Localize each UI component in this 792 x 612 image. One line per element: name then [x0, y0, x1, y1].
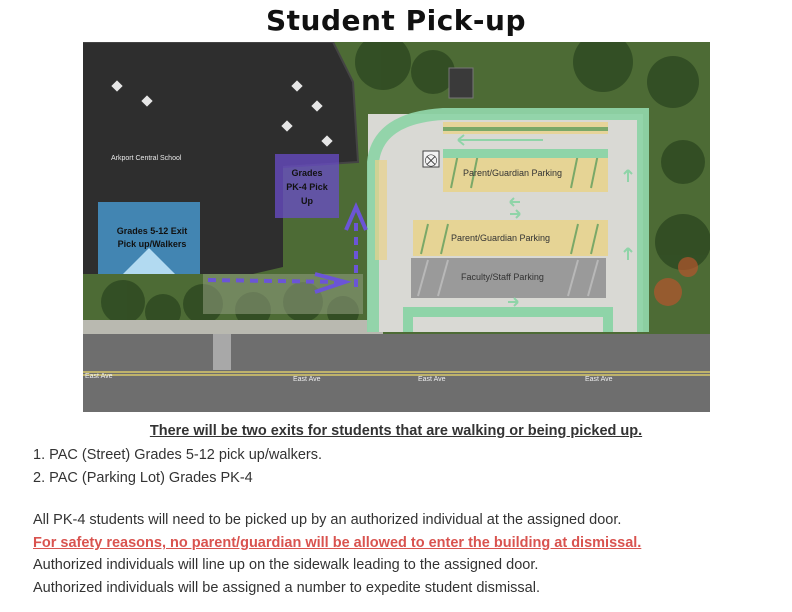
number-paragraph: Authorized individuals will be assigned a number to expedite student dismissal. [33, 580, 540, 596]
exit-heading: There will be two exits for students that are walking or being picked up. [149, 423, 643, 439]
parent-parking-upper-label: Parent/Guardian Parking [463, 168, 563, 178]
list-item: 1. PAC (Street) Grades 5-12 pick up/walkers. [33, 447, 323, 463]
exit-list [33, 444, 322, 490]
grades-5-12-zone-label: Grades 5-12 Exit Pick up/Walkers [116, 226, 188, 249]
street-label: East Ave [585, 376, 613, 383]
school-label: Arkport Central School [111, 155, 182, 162]
campus-map [83, 42, 710, 412]
street-label: East Ave [418, 376, 446, 383]
safety-warning: For safety reasons, no parent/guardian will be allowed to enter the building at dismissal. [33, 535, 642, 551]
faculty-staff-parking-label: Faculty/Staff Parking [461, 272, 544, 282]
parent-parking-middle-label: Parent/Guardian Parking [451, 233, 551, 243]
street-label: East Ave [293, 376, 321, 383]
svg-text:⛒: ⛒ [424, 153, 438, 167]
grades-pk4-zone-label: Grades PK-4 Pick Up [286, 168, 328, 206]
pk4-pickup-paragraph: All PK-4 students will need to be picked up by an authorized individual at the assigned door. [33, 512, 622, 528]
street-label: East Ave [85, 373, 113, 380]
list-item: 2. PAC (Parking Lot) Grades PK-4 [33, 470, 253, 486]
page-title: Student Pick-up [265, 4, 527, 37]
sidewalk-paragraph: Authorized individuals will line up on the sidewalk leading to the assigned door. [33, 557, 539, 573]
accessibility-icon [423, 151, 439, 167]
